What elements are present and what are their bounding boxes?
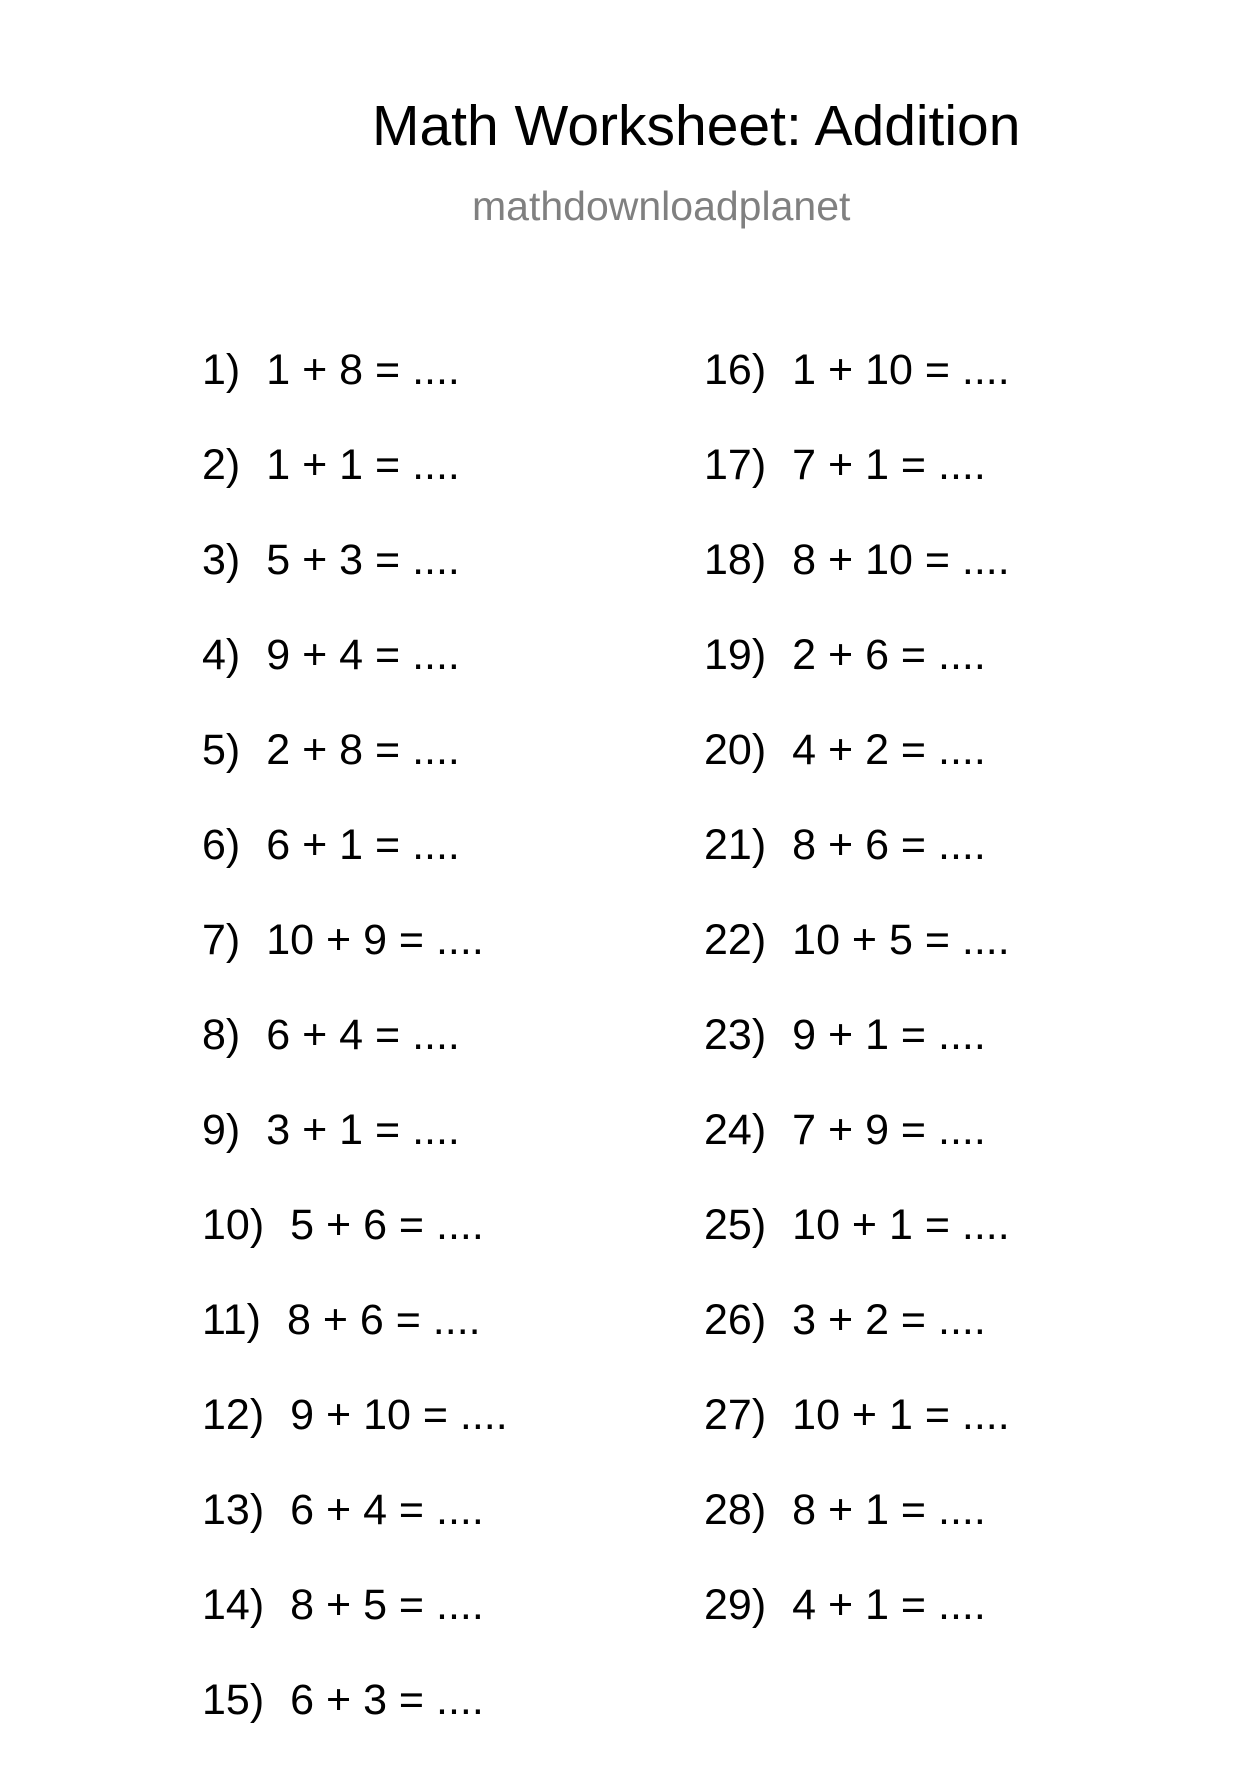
problem-number: 9) (202, 1106, 241, 1154)
problem-item (202, 1486, 508, 1584)
problem-expression: 1 + 1 = .... (266, 441, 460, 489)
problem-item (704, 631, 1010, 729)
problem-expression: 8 + 5 = .... (290, 1581, 484, 1629)
problem-expression: 10 + 1 = .... (792, 1201, 1010, 1249)
problem-expression: 9 + 10 = .... (290, 1391, 508, 1439)
problem-expression: 7 + 1 = .... (792, 441, 986, 489)
problem-expression: 6 + 4 = .... (266, 1011, 460, 1059)
problem-number: 19) (704, 631, 767, 679)
problem-expression: 6 + 4 = .... (290, 1486, 484, 1534)
problem-expression: 4 + 2 = .... (792, 726, 986, 774)
problem-expression: 10 + 5 = .... (792, 916, 1010, 964)
problem-expression: 10 + 1 = .... (792, 1391, 1010, 1439)
problem-expression: 9 + 1 = .... (792, 1011, 986, 1059)
problem-expression: 3 + 2 = .... (792, 1296, 986, 1344)
problem-expression: 8 + 6 = .... (792, 821, 986, 869)
problem-number: 14) (202, 1581, 265, 1629)
problem-item (202, 726, 508, 824)
problem-number: 24) (704, 1106, 767, 1154)
problem-number: 16) (704, 346, 767, 394)
problem-item (202, 1011, 508, 1109)
problem-expression: 1 + 8 = .... (266, 346, 460, 394)
problem-expression: 8 + 1 = .... (792, 1486, 986, 1534)
problem-number: 29) (704, 1581, 767, 1629)
problem-number: 22) (704, 916, 767, 964)
problem-number: 28) (704, 1486, 767, 1534)
problem-number: 27) (704, 1391, 767, 1439)
problem-item (704, 1296, 1010, 1394)
problem-expression: 9 + 4 = .... (266, 631, 460, 679)
problem-item (704, 346, 1010, 444)
problem-item (202, 1581, 508, 1679)
problem-item (704, 1391, 1010, 1489)
problem-item (202, 821, 508, 919)
problem-item (202, 916, 508, 1014)
problem-expression: 4 + 1 = .... (792, 1581, 986, 1629)
problem-expression: 6 + 1 = .... (266, 821, 460, 869)
problem-number: 3) (202, 536, 241, 584)
problem-expression: 6 + 3 = .... (290, 1676, 484, 1724)
problem-number: 11) (202, 1296, 261, 1344)
problem-number: 6) (202, 821, 241, 869)
problem-expression: 5 + 6 = .... (290, 1201, 484, 1249)
problem-list-right (704, 346, 1010, 1679)
problem-number: 17) (704, 441, 767, 489)
problem-item (704, 1486, 1010, 1584)
problem-list-left (202, 346, 508, 1774)
problem-item (704, 536, 1010, 634)
page-subtitle: mathdownloadplanet (472, 183, 851, 229)
problem-number: 1) (202, 346, 241, 394)
problem-item (704, 916, 1010, 1014)
problem-number: 8) (202, 1011, 241, 1059)
problem-item (202, 631, 508, 729)
problem-number: 10) (202, 1201, 265, 1249)
problem-expression: 8 + 6 = .... (286, 1296, 481, 1344)
problem-number: 7) (202, 916, 241, 964)
problem-expression: 5 + 3 = .... (266, 536, 460, 584)
problem-expression: 7 + 9 = .... (792, 1106, 986, 1154)
problem-number: 2) (202, 441, 241, 489)
problem-number: 25) (704, 1201, 767, 1249)
page-title: Math Worksheet: Addition (372, 94, 1021, 158)
problem-item (202, 536, 508, 634)
problem-item (202, 441, 508, 539)
problem-item (704, 1106, 1010, 1204)
problem-number: 18) (704, 536, 767, 584)
problem-number: 23) (704, 1011, 767, 1059)
problem-expression: 2 + 8 = .... (266, 726, 460, 774)
problem-number: 26) (704, 1296, 767, 1344)
problem-item (202, 1676, 508, 1774)
problem-expression: 3 + 1 = .... (266, 1106, 460, 1154)
problem-expression: 1 + 10 = .... (792, 346, 1010, 394)
problem-item (704, 1581, 1010, 1679)
problem-expression: 2 + 6 = .... (792, 631, 986, 679)
problem-item (202, 1296, 508, 1394)
problem-expression: 10 + 9 = .... (266, 916, 484, 964)
problem-number: 4) (202, 631, 241, 679)
problem-item (704, 1201, 1010, 1299)
problem-number: 12) (202, 1391, 265, 1439)
problem-item (202, 1106, 508, 1204)
problem-item (704, 726, 1010, 824)
problem-item (704, 821, 1010, 919)
problem-item (202, 1391, 508, 1489)
problem-number: 15) (202, 1676, 265, 1724)
problem-number: 5) (202, 726, 241, 774)
problem-number: 20) (704, 726, 767, 774)
problem-item (202, 346, 508, 444)
problem-item (202, 1201, 508, 1299)
problem-number: 13) (202, 1486, 265, 1534)
problem-item (704, 1011, 1010, 1109)
problem-expression: 8 + 10 = .... (792, 536, 1010, 584)
problem-number: 21) (704, 821, 767, 869)
problem-item (704, 441, 1010, 539)
